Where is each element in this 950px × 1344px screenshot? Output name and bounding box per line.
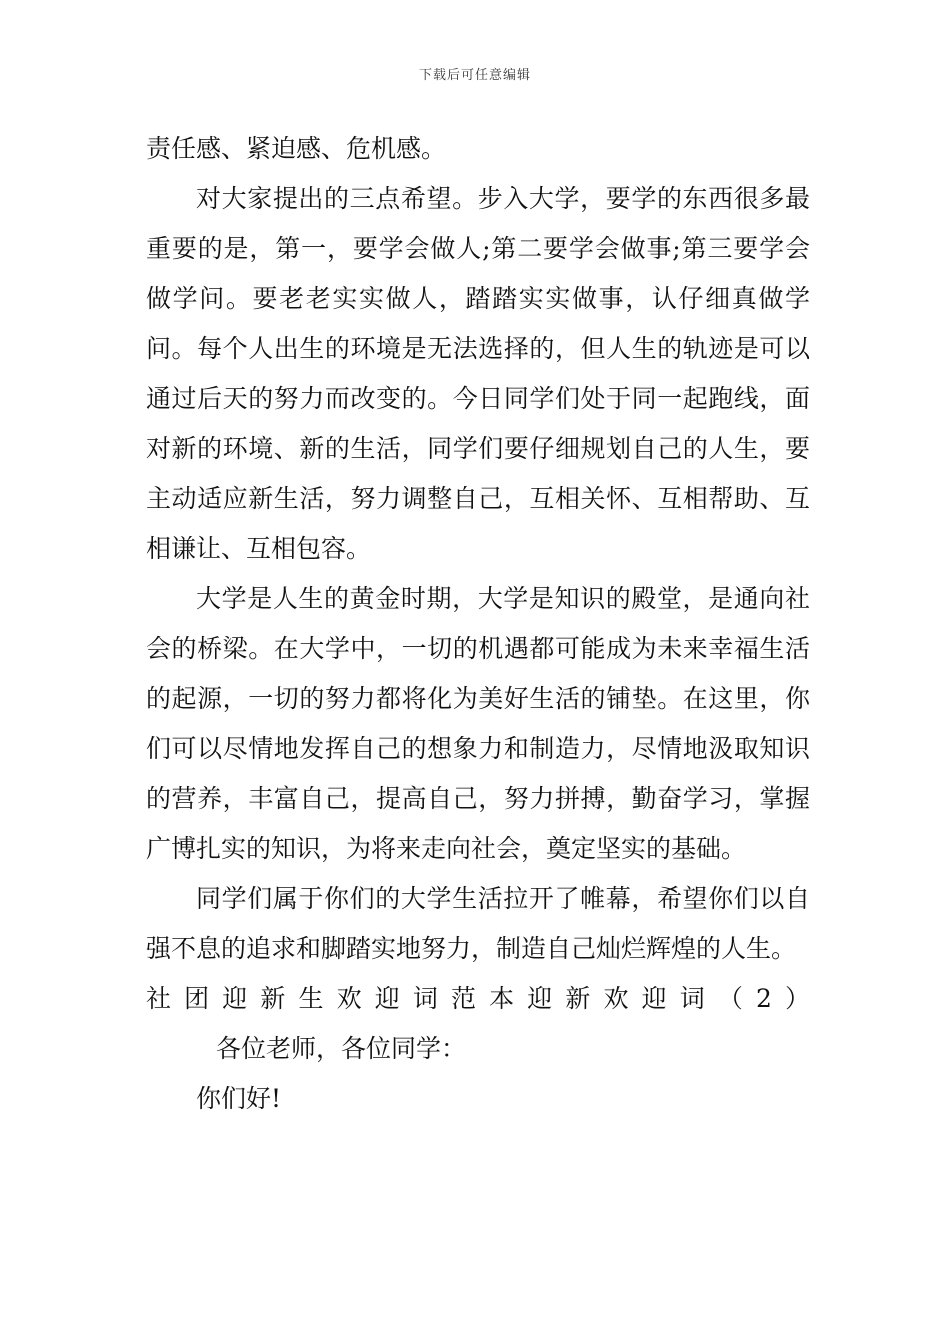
paragraph-university-golden-period: 大学是人生的黄金时期，大学是知识的殿堂，是通向社会的桥梁。在大学中，一切的机遇都可能成为未来幸福生活的起源，一切的努力都将化为美好生活的铺垫。在这里，你们可以尽情地发挥自己的想象力和制造力，尽情地汲取知识的营养，丰富自己，提高自己，努力拼搏，勤奋学习，掌握广博扎实的知识，为将来走向社会，奠定坚实的基础。 xyxy=(146,584,810,863)
section-title: 社团迎新生欢迎词范本迎新欢迎词（2） xyxy=(146,984,810,1013)
section-title-line xyxy=(146,974,810,1074)
paragraph-college-life-begins: 同学们属于你们的大学生活拉开了帷幕，希望你们以自强不息的追求和脚踏实地努力，制造自己灿烂辉煌的人生。 xyxy=(146,884,810,963)
document-body xyxy=(146,124,810,1124)
greeting: 你们好! xyxy=(196,1084,282,1113)
paragraph-continuation: 责任感、紧迫感、危机感。 xyxy=(146,134,447,163)
salutation: 各位老师，各位同学： xyxy=(216,1034,467,1063)
page-header: 下载后可任意编辑 xyxy=(418,68,531,83)
paragraph-three-hopes: 对大家提出的三点希望。步入大学，要学的东西很多最重要的是，第一，要学会做人;第二要学会做事;第三要学会做学问。要老老实实做人，踏踏实实做事，认仔细真做学问。每个人出生的环境是无法选择的，但人生的轨迹是可以通过后天的努力而改变的。今日同学们处于同一起跑线，面对新的环境、新的生活，同学们要仔细规划自己的人生，要主动适应新生活，努力调整自己，互相关怀、互相帮助、互相谦让、互相包容。 xyxy=(146,184,810,563)
